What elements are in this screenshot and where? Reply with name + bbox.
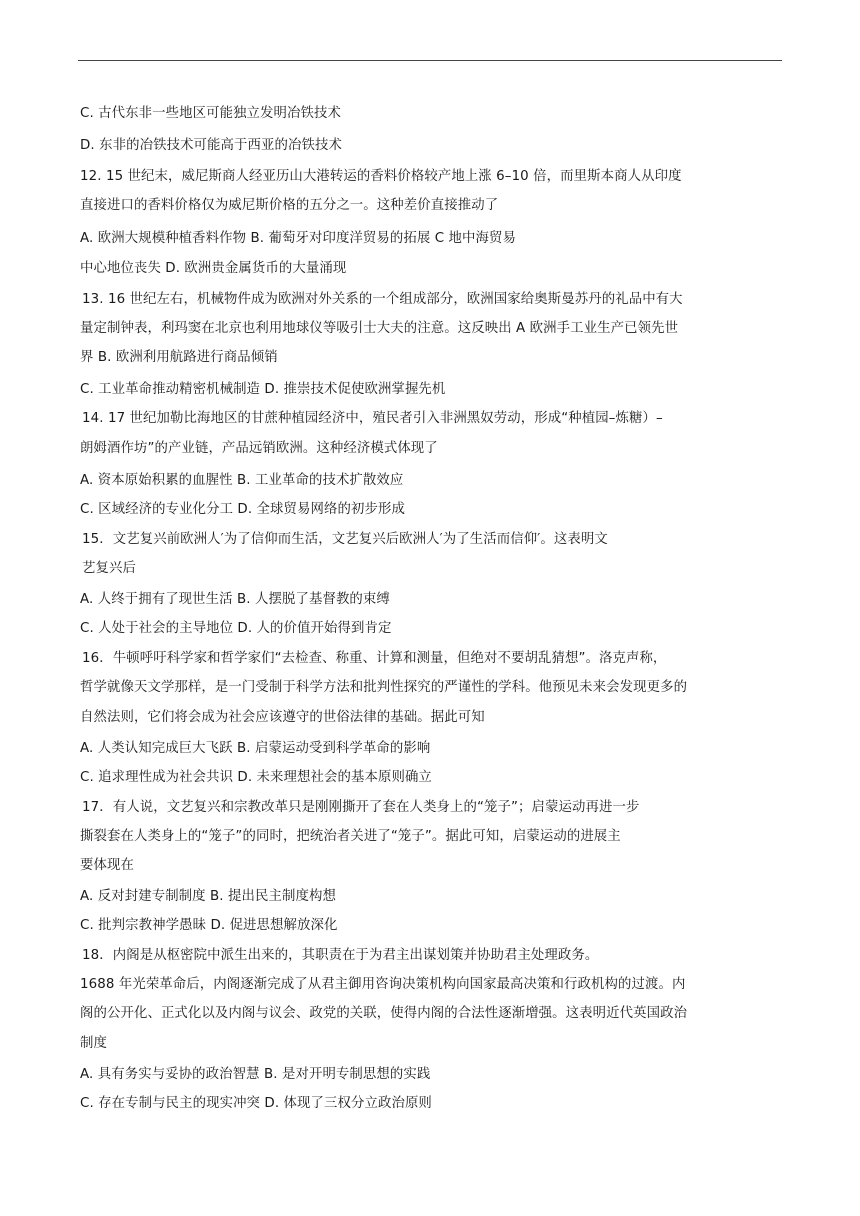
- options-line: A. 资本原始积累的血腥性 B. 工业革命的技术扩散效应: [80, 473, 404, 488]
- question-13-stem: 13. 16 世纪左右，机械物件成为欧洲对外关系的一个组成部分，欧洲国家给奥斯曼苏丹的礼品中有大: [82, 292, 683, 307]
- question-15-stem: 15．文艺复兴前欧洲人′为了信仰而生活，文艺复兴后欧洲人′为了生活而信仰′。这表明文: [82, 532, 608, 547]
- options-line: C. 区域经济的专业化分工 D. 全球贸易网络的初步形成: [80, 502, 405, 517]
- options-line: A. 具有务实与妥协的政治智慧 B. 是对开明专制思想的实践: [80, 1067, 431, 1082]
- text-line: D. 东非的冶铁技术可能高于西亚的冶铁技术: [80, 138, 342, 153]
- text-line: 哲学就像天文学那样，是一门受制于科学方法和批判性探究的严谨性的学科。他预见未来会发现更多的: [80, 680, 688, 695]
- question-17-stem: 17．有人说，文艺复兴和宗教改革只是刚刚撕开了套在人类身上的“笼子”；启蒙运动再进一步: [82, 800, 640, 815]
- text-line: 直接进口的香料价格仅为威尼斯价格的五分之一。这种差价直接推动了: [80, 198, 499, 213]
- options-line: C. 工业革命推动精密机械制造 D. 推崇技术促使欧洲掌握先机: [80, 382, 446, 397]
- text-line: 要体现在: [80, 858, 134, 873]
- text-line: 撕裂套在人类身上的“笼子”的同时，把统治者关进了“笼子”。据此可知，启蒙运动的进展主: [80, 829, 621, 844]
- text-line: C. 古代东非一些地区可能独立发明冶铁技术: [80, 106, 341, 121]
- options-line: A. 人类认知完成巨大飞跃 B. 启蒙运动受到科学革命的影响: [80, 741, 431, 756]
- options-line: A. 人终于拥有了现世生活 B. 人摆脱了基督教的束缚: [80, 592, 390, 607]
- text-line: 界 B. 欧洲利用航路进行商品倾销: [80, 350, 278, 365]
- text-line: 艺复兴后: [82, 561, 136, 576]
- options-line: C. 追求理性成为社会共识 D. 未来理想社会的基本原则确立: [80, 770, 432, 785]
- question-14-stem: 14. 17 世纪加勒比海地区的甘蔗种植园经济中，殖民者引入非洲黑奴劳动，形成“种植园–炼糖）–: [82, 411, 663, 426]
- options-line: A. 欧洲大规模种植香料作物 B. 葡萄牙对印度洋贸易的拓展 C 地中海贸易: [80, 231, 516, 246]
- options-line: A. 反对封建专制制度 B. 提出民主制度构想: [80, 889, 336, 904]
- question-18-stem: 18．内阁是从枢密院中派生出来的，其职责在于为君主出谋划策并协助君主处理政务。: [82, 948, 599, 963]
- text-line: 自然法则，它们将会成为社会应该遵守的世俗法律的基础。据此可知: [80, 710, 485, 725]
- text-line: 量定制钟表，利玛窦在北京也利用地球仪等吸引士大夫的注意。这反映出 A 欧洲手工业生产已领先世: [80, 321, 679, 336]
- options-line: C. 人处于社会的主导地位 D. 人的价值开始得到肯定: [80, 621, 392, 636]
- header-rule: [78, 60, 782, 61]
- options-line: 中心地位丧失 D. 欧洲贵金属货币的大量涌现: [80, 261, 347, 276]
- options-line: C. 存在专制与民主的现实冲突 D. 体现了三权分立政治原则: [80, 1096, 432, 1111]
- question-12-stem: 12. 15 世纪末，威尼斯商人经亚历山大港转运的香料价格较产地上涨 6–10 倍，而里斯本商人从印度: [80, 169, 682, 184]
- text-line: 制度: [80, 1036, 107, 1051]
- question-16-stem: 16．牛顿呼吁科学家和哲学家们“去检查、称重、计算和测量，但绝对不要胡乱猜想”。洛克声称，: [82, 651, 667, 666]
- text-line: 阁的公开化、正式化以及内阁与议会、政党的关联，使得内阁的合法性逐渐增强。这表明近代英国政治: [80, 1006, 688, 1021]
- options-line: C. 批判宗教神学愚昧 D. 促进思想解放深化: [80, 918, 338, 933]
- text-line: 1688 年光荣革命后，内阁逐渐完成了从君主御用咨询决策机构向国家最高决策和行政机构的过渡。内: [80, 977, 686, 992]
- text-line: 朗姆酒作坊”的产业链，产品远销欧洲。这种经济模式体现了: [80, 441, 438, 456]
